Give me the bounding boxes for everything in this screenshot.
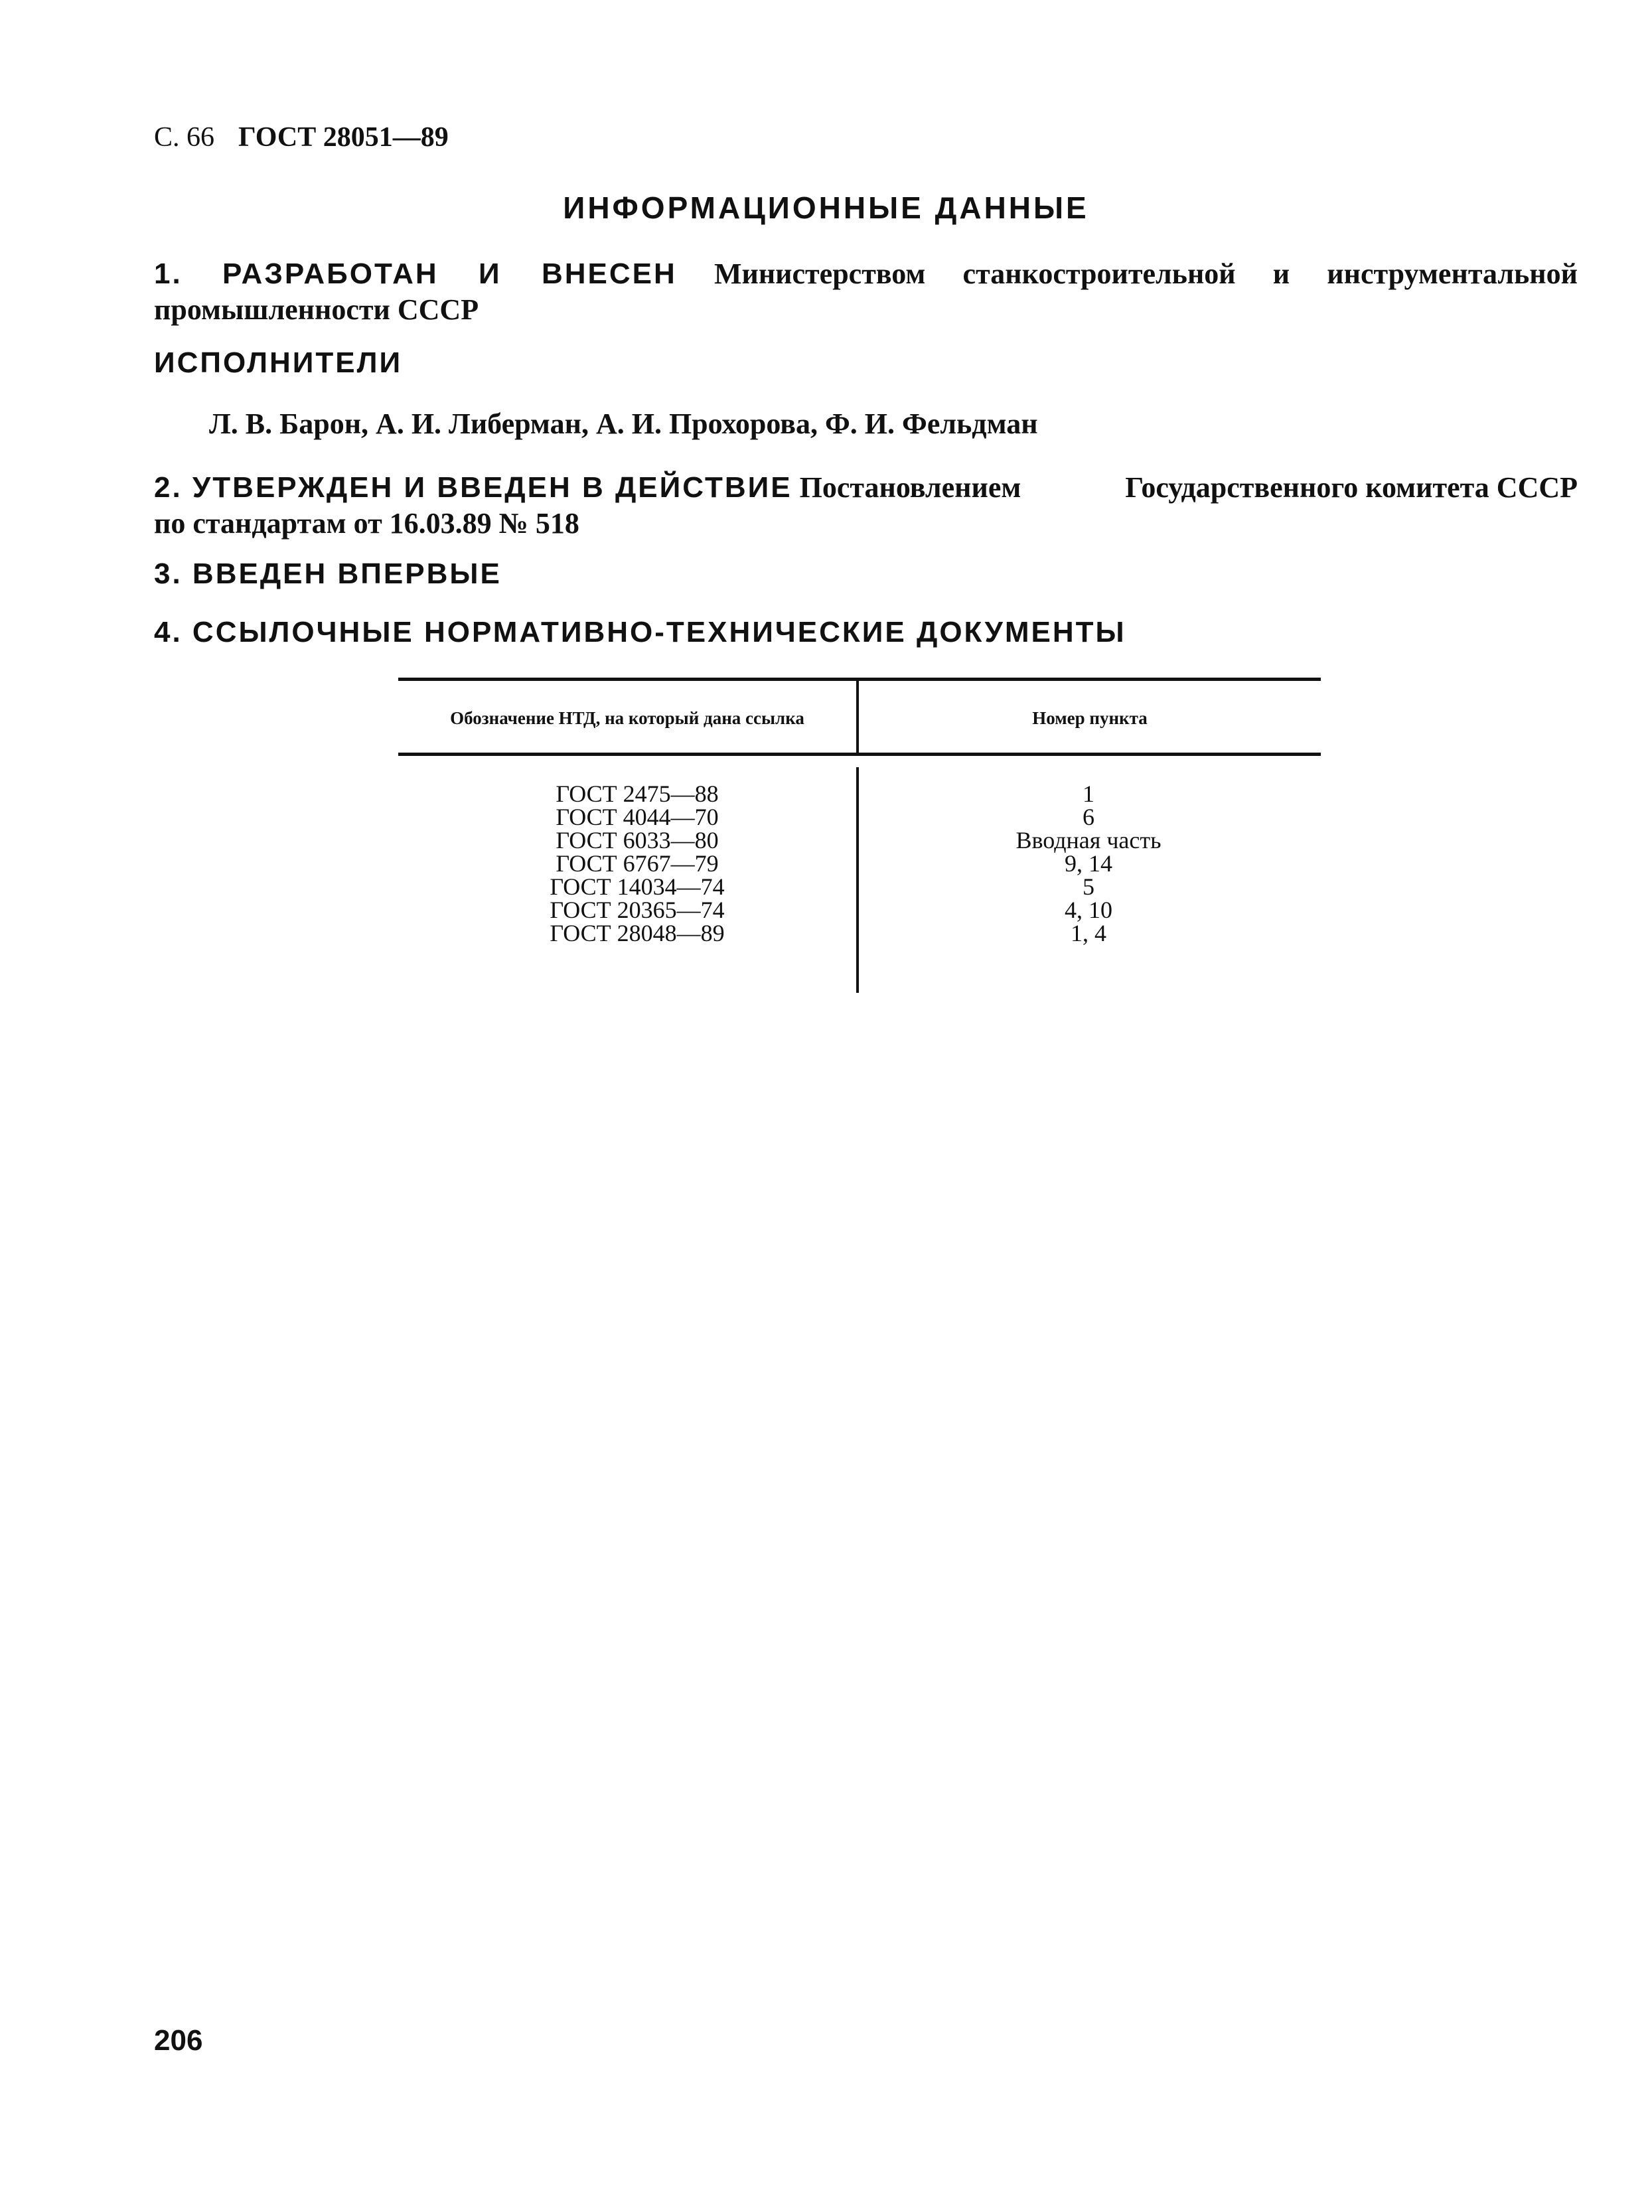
table-row bbox=[398, 806, 1321, 829]
table-cell-designation: ГОСТ 28048—89 bbox=[550, 920, 725, 946]
section-developed-text: Министерством станкостроительной и инструментальной промышленности СССР bbox=[154, 258, 1578, 326]
table-cell-designation: ГОСТ 2475—88 bbox=[556, 780, 719, 807]
table-row bbox=[398, 875, 1321, 899]
table-cell-designation: ГОСТ 6767—79 bbox=[556, 850, 719, 877]
section-approved-text-c: по стандартам от 16.03.89 № 518 bbox=[154, 506, 579, 540]
table-row bbox=[398, 922, 1321, 945]
table-body bbox=[398, 782, 1321, 945]
table-cell-designation: ГОСТ 14034—74 bbox=[550, 873, 725, 900]
standard-designation: ГОСТ 28051—89 bbox=[238, 122, 449, 153]
table-row bbox=[398, 852, 1321, 875]
table-cell-designation: ГОСТ 20365—74 bbox=[550, 897, 725, 923]
section-references: 4. ССЫЛОЧНЫЕ НОРМАТИВНО-ТЕХНИЧЕСКИЕ ДОКУМЕНТЫ bbox=[154, 616, 1126, 648]
table-cell-designation: ГОСТ 4044—70 bbox=[556, 804, 719, 830]
table-cell-designation: ГОСТ 6033—80 bbox=[556, 827, 719, 853]
table-row bbox=[398, 829, 1321, 852]
table-cell-clause: 5 bbox=[1083, 873, 1094, 900]
page-header bbox=[154, 121, 449, 154]
document-title: ИНФОРМАЦИОННЫЕ ДАННЫЕ bbox=[563, 190, 1089, 225]
executors-heading: ИСПОЛНИТЕЛИ bbox=[154, 346, 403, 379]
section-approved-text-b: Государственного комитета СССР bbox=[1125, 471, 1578, 504]
table-cell-clause: Вводная часть bbox=[1015, 827, 1162, 853]
table-top-rule bbox=[398, 678, 1321, 681]
table-cell-clause: 4, 10 bbox=[1065, 897, 1112, 923]
section-approved-lead: 2. УТВЕРЖДЕН И ВВЕДЕН В ДЕЙСТВИЕ bbox=[154, 471, 792, 504]
section-approved-text-a: Постановлением bbox=[799, 471, 1021, 504]
table-header-designation: Обозначение НТД, на который дана ссылка bbox=[450, 708, 804, 728]
table-cell-clause: 1, 4 bbox=[1071, 920, 1106, 946]
table-row bbox=[398, 899, 1321, 922]
section-first-introduced: 3. ВВЕДЕН ВПЕРВЫЕ bbox=[154, 557, 502, 590]
table-cell-clause: 9, 14 bbox=[1065, 850, 1112, 877]
executors-names: Л. В. Барон, А. И. Либерман, А. И. Прохорова, Ф. И. Фельдман bbox=[209, 407, 1038, 440]
section-developed bbox=[154, 256, 1578, 327]
table-header-clause: Номер пункта bbox=[1032, 708, 1148, 728]
section-approved bbox=[154, 470, 1578, 541]
table-cell-clause: 6 bbox=[1083, 804, 1094, 830]
table-header-rule bbox=[398, 753, 1321, 756]
page-number: 206 bbox=[154, 2024, 203, 2057]
page-label: С. 66 bbox=[154, 122, 215, 153]
table-cell-clause: 1 bbox=[1083, 780, 1094, 807]
section-developed-lead: 1. РАЗРАБОТАН И ВНЕСЕН bbox=[154, 258, 677, 290]
table-row bbox=[398, 782, 1321, 806]
